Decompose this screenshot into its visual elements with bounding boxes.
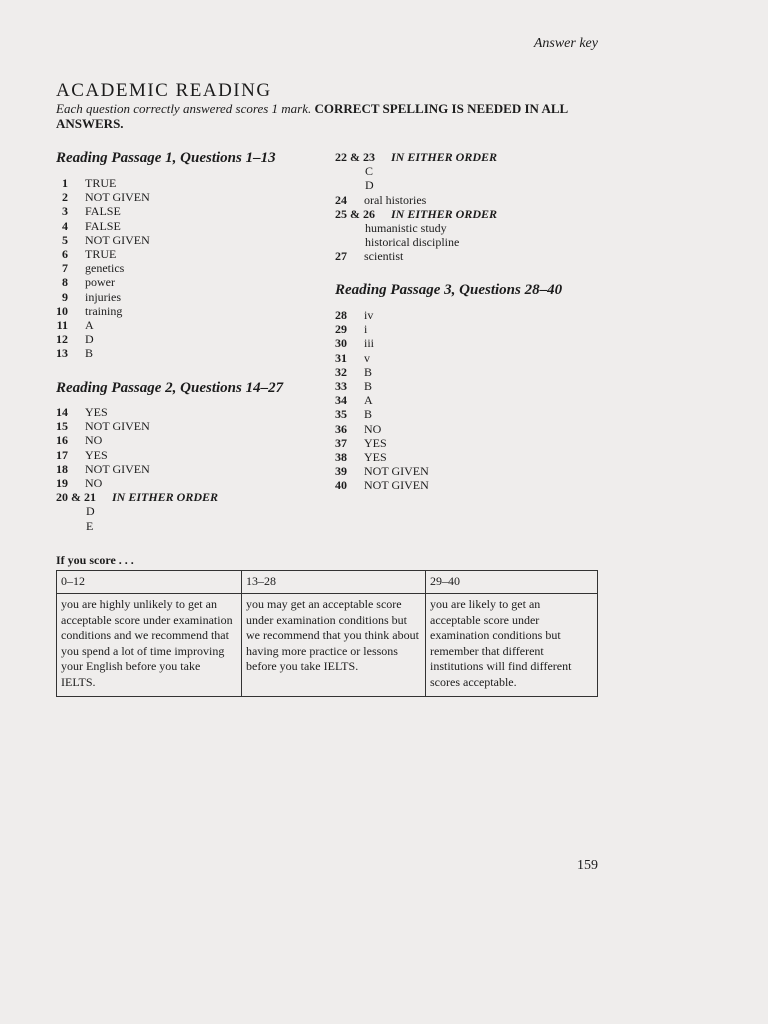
passage1-answer-list	[56, 176, 150, 361]
answer-row	[335, 393, 429, 407]
answer-pair-25-26	[335, 207, 497, 221]
question-number: 25 & 26	[335, 206, 375, 221]
question-number: 6	[62, 247, 68, 262]
answer-text: NOT GIVEN	[85, 419, 150, 434]
answer-row	[335, 365, 429, 379]
question-number: 29	[335, 322, 347, 337]
question-number: 19	[56, 476, 68, 491]
answer-text: NOT GIVEN	[364, 478, 429, 493]
answer-text: humanistic study	[365, 221, 447, 236]
answer-text: FALSE	[85, 218, 121, 233]
answer-text: power	[85, 275, 115, 290]
question-number: 11	[56, 318, 68, 333]
answer-text: i	[364, 322, 368, 337]
question-number: 18	[56, 461, 68, 476]
answer-row	[56, 318, 150, 332]
score-range-cell: 13–28	[242, 571, 426, 594]
question-number: 35	[335, 407, 347, 422]
question-number: 15	[56, 419, 68, 434]
answer-row	[56, 332, 150, 346]
answer-text: D	[365, 178, 374, 193]
passage3-answer-list	[335, 308, 429, 493]
question-number: 20 & 21	[56, 490, 96, 505]
answer-row	[335, 308, 429, 322]
score-range-cell: 0–12	[57, 571, 242, 594]
answer-row	[335, 422, 429, 436]
passage2-answer-list-continued	[335, 150, 497, 264]
answer-text: injuries	[85, 289, 121, 304]
either-order-note: IN EITHER ORDER	[391, 150, 498, 164]
question-number: 31	[335, 350, 347, 365]
passage3-heading: Reading Passage 3, Questions 28–40	[335, 282, 563, 298]
answer-text: NO	[364, 421, 382, 436]
question-number: 9	[62, 289, 68, 304]
either-order-note: IN EITHER ORDER	[391, 206, 498, 221]
question-number: 13	[56, 346, 68, 361]
answer-row	[56, 190, 150, 204]
answer-row	[56, 219, 150, 233]
answer-pair-22-23	[335, 150, 497, 164]
page-number: 159	[577, 858, 598, 873]
answer-row	[56, 290, 150, 304]
score-range-row	[57, 571, 598, 594]
question-number: 10	[56, 303, 68, 318]
answer-text: historical discipline	[365, 235, 460, 250]
question-number: 3	[62, 204, 68, 219]
answer-text: iii	[364, 336, 375, 351]
answer-text: scientist	[364, 249, 404, 264]
answer-pair-20-21	[56, 490, 218, 504]
answer-text: B	[364, 407, 373, 422]
score-description-cell: you may get an acceptable score under examination conditions but we recommend that you think about having more practice or lessons before you take IELTS.	[242, 594, 426, 697]
intro-scoring-note: Each question correctly answered scores 1 mark.	[56, 101, 312, 116]
answer-text: genetics	[85, 261, 125, 276]
score-description-cell: you are likely to get an acceptable score under examination conditions but remember that different institutions will find different scores acceptable.	[426, 594, 598, 697]
question-number: 4	[62, 218, 68, 233]
answer-row	[56, 476, 218, 490]
answer-row	[56, 448, 218, 462]
answer-row	[56, 247, 150, 261]
running-header: Answer key	[533, 36, 598, 51]
answer-text: A	[85, 318, 94, 333]
answer-text: YES	[85, 405, 108, 419]
question-number: 8	[62, 275, 68, 290]
question-number: 28	[335, 308, 347, 322]
answer-row	[56, 233, 150, 247]
intro-spelling-note: CORRECT SPELLING IS NEEDED IN ALL ANSWERS.	[56, 101, 568, 131]
question-number: 24	[335, 192, 347, 207]
answer-text: YES	[364, 435, 387, 450]
score-guide-heading: If you score . . .	[56, 553, 134, 567]
either-order-note: IN EITHER ORDER	[112, 490, 219, 505]
answer-row	[335, 322, 429, 336]
question-number: 27	[335, 249, 347, 264]
answer-text: NOT GIVEN	[85, 461, 150, 476]
question-number: 17	[56, 447, 68, 462]
answer-text: training	[85, 303, 123, 318]
answer-row	[335, 351, 429, 365]
score-description-cell: you are highly unlikely to get an acceptable score under examination conditions and we recommend that you spend a lot of time improving your English before you take IELTS.	[57, 594, 242, 697]
answer-text: TRUE	[85, 176, 117, 190]
answer-row	[56, 261, 150, 275]
question-number: 34	[335, 393, 347, 408]
page-title: ACADEMIC READING	[56, 80, 272, 101]
answer-text: oral histories	[364, 192, 427, 207]
question-number: 40	[335, 478, 347, 493]
answer-row	[335, 436, 429, 450]
answer-text: D	[85, 332, 94, 347]
answer-text: iv	[364, 308, 374, 322]
answer-row	[56, 304, 150, 318]
answer-text: E	[86, 518, 94, 533]
question-number: 38	[335, 450, 347, 465]
answer-row-27	[335, 249, 497, 263]
score-guide-table	[56, 570, 598, 697]
question-number: 1	[62, 176, 68, 190]
question-number: 22 & 23	[335, 150, 375, 164]
question-number: 39	[335, 464, 347, 479]
answer-row	[56, 275, 150, 289]
question-number: 2	[62, 190, 68, 205]
answer-text: NO	[85, 433, 103, 448]
answer-text: B	[364, 379, 373, 394]
answer-text: NOT GIVEN	[85, 232, 150, 247]
question-number: 12	[56, 332, 68, 347]
answer-row	[335, 379, 429, 393]
answer-text: YES	[364, 450, 387, 465]
answer-text: D	[86, 504, 95, 519]
answer-text: FALSE	[85, 204, 121, 219]
answer-row	[335, 336, 429, 350]
answer-text: B	[364, 364, 373, 379]
answer-row	[56, 204, 150, 218]
answer-text: YES	[85, 447, 108, 462]
answer-row	[56, 346, 150, 360]
answer-text: NO	[85, 476, 103, 491]
answer-row	[56, 462, 218, 476]
answer-row	[335, 450, 429, 464]
answer-row-24	[335, 193, 497, 207]
score-description-row	[57, 594, 598, 697]
question-number: 5	[62, 232, 68, 247]
answer-text: B	[85, 346, 94, 361]
passage1-heading: Reading Passage 1, Questions 1–13	[56, 150, 276, 166]
answer-row	[56, 433, 218, 447]
answer-text: NOT GIVEN	[364, 464, 429, 479]
answer-row	[56, 176, 150, 190]
answer-row	[335, 478, 429, 492]
answer-text: A	[364, 393, 373, 408]
question-number: 14	[56, 405, 68, 419]
question-number: 37	[335, 435, 347, 450]
intro-text	[56, 101, 596, 131]
answer-text: TRUE	[85, 247, 117, 262]
answer-text: C	[365, 164, 374, 179]
answer-row	[335, 464, 429, 478]
question-number: 16	[56, 433, 68, 448]
answer-row	[335, 407, 429, 421]
question-number: 36	[335, 421, 347, 436]
answer-text: v	[364, 350, 370, 365]
question-number: 33	[335, 379, 347, 394]
passage2-heading: Reading Passage 2, Questions 14–27	[56, 380, 284, 396]
question-number: 32	[335, 364, 347, 379]
score-range-cell: 29–40	[426, 571, 598, 594]
passage2-answer-list	[56, 405, 218, 533]
question-number: 7	[62, 261, 68, 276]
answer-row	[56, 405, 218, 419]
question-number: 30	[335, 336, 347, 351]
answer-row	[56, 419, 218, 433]
answer-text: NOT GIVEN	[85, 190, 150, 205]
